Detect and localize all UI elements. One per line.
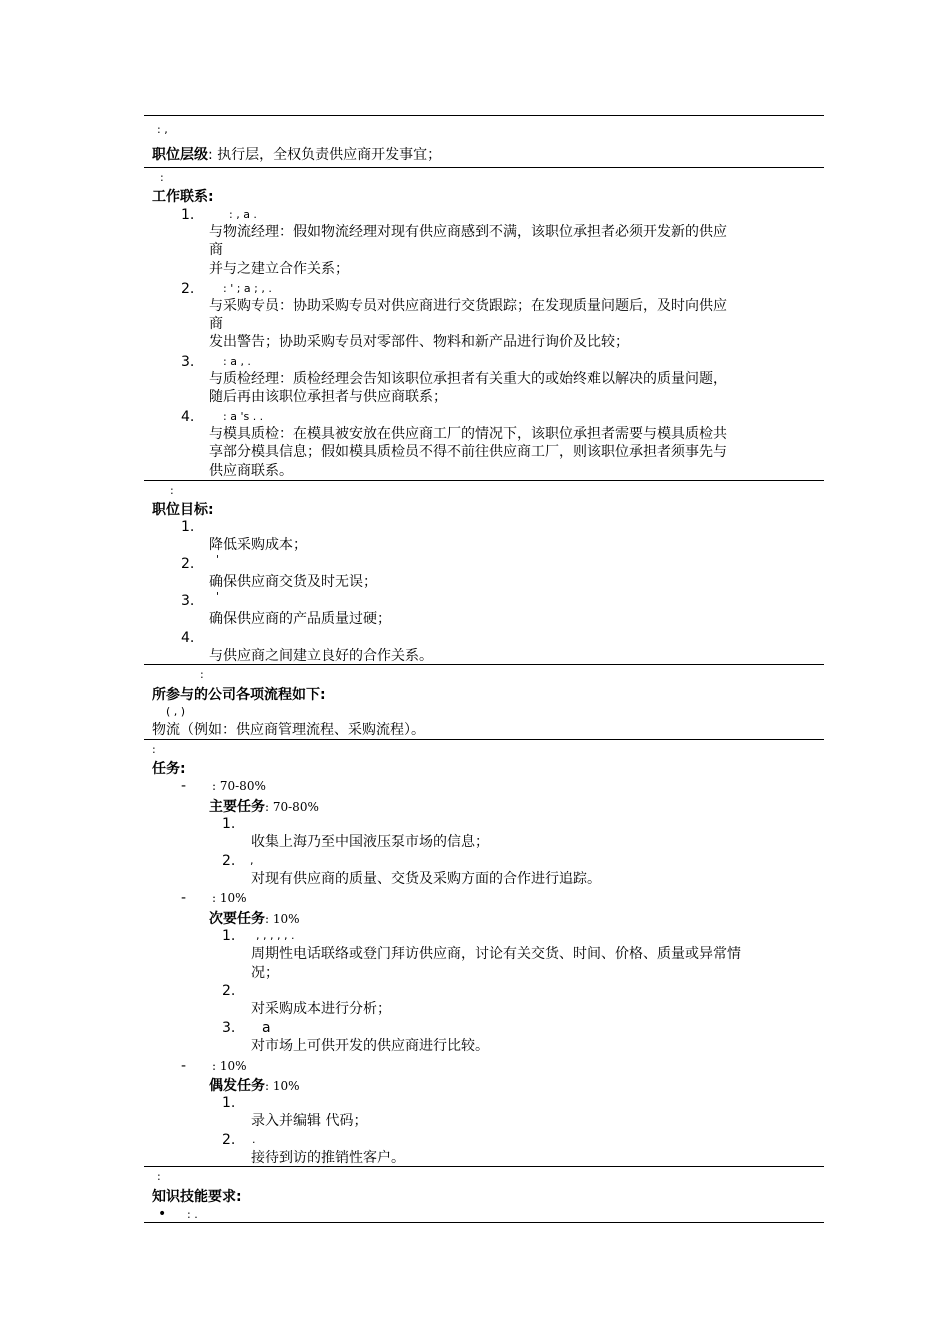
divider <box>144 1222 824 1223</box>
list-item: 与模具质检：在模具被安放在供应商工厂的情况下，该职位承担者需要与模具质检共 <box>209 426 727 442</box>
list-number: 1. <box>222 816 236 832</box>
list-item: 与采购专员：协助采购专员对供应商进行交货跟踪；在发现质量问题后，及时向供应 <box>209 298 727 314</box>
list-item: 确保供应商的产品质量过硬； <box>209 611 391 627</box>
list-item: 商 <box>209 242 223 258</box>
list-item: 随后再由该职位承担者与供应商联系； <box>209 389 447 405</box>
list-item: 对现有供应商的质量、交货及采购方面的合作进行追踪。 <box>251 871 601 887</box>
section-text: : 执行层，全权负责供应商开发事宜； <box>208 147 442 163</box>
skills-heading: 知识技能要求: <box>152 1189 242 1205</box>
list-item: 供应商联系。 <box>209 463 293 479</box>
divider <box>144 115 824 116</box>
list-item: 并与之建立合作关系； <box>209 261 349 277</box>
ghost-text: : <box>152 743 156 756</box>
section-label: 职位层级 <box>152 147 208 163</box>
section-label: 所参与的公司各项流程如下 <box>152 687 320 703</box>
ghost-text: a <box>262 1020 271 1036</box>
list-item: 发出警告；协助采购专员对零部件、物料和新产品进行询价及比较； <box>209 334 629 350</box>
list-number: 3. <box>181 354 195 370</box>
list-item: 录入并编辑 代码； <box>251 1113 368 1129</box>
list-number: 1. <box>222 1095 236 1111</box>
ghost-text: : <box>170 484 174 497</box>
list-item: 商 <box>209 316 223 332</box>
task-group-heading: 偶发任务: 10% <box>209 1078 300 1094</box>
list-number: 3. <box>222 1020 236 1036</box>
task-group-label: 主要任务 <box>209 799 265 815</box>
list-number: 2. <box>181 281 195 297</box>
task-group-label: 偶发任务 <box>209 1078 265 1094</box>
list-number: 2. <box>222 983 236 999</box>
ghost-text: : a , . <box>223 355 251 368</box>
dash-bullet: - <box>181 890 187 906</box>
list-item: 降低采购成本； <box>209 537 307 553</box>
process-text: 物流（例如：供应商管理流程、采购流程）。 <box>152 722 425 738</box>
ghost-text: : <box>200 668 204 681</box>
bullet-icon: • <box>158 1206 167 1222</box>
list-item: 接待到访的推销性客户。 <box>251 1150 405 1166</box>
task-group-heading: 次要任务: 10% <box>209 911 300 927</box>
list-item: 与质检经理：质检经理会告知该职位承担者有关重大的或始终难以解决的质量问题， <box>209 371 727 387</box>
ghost-text: : 70-80% <box>212 779 266 793</box>
section-label: 工作联系 <box>152 189 208 205</box>
tasks-heading: 任务: <box>152 761 186 777</box>
contacts-heading: 工作联系: <box>152 189 214 205</box>
ghost-text: , <box>250 854 254 867</box>
list-item: 对市场上可供开发的供应商进行比较。 <box>251 1038 489 1054</box>
section-label: 任务 <box>152 761 180 777</box>
list-item: 确保供应商交货及时无误； <box>209 574 377 590</box>
dash-bullet: - <box>181 1058 187 1074</box>
ghost-text: : a 's . . <box>223 410 264 423</box>
divider <box>144 1166 824 1167</box>
ghost-text: : <box>157 1170 161 1183</box>
list-number: 4. <box>181 409 195 425</box>
ghost-text: . <box>252 1133 256 1146</box>
list-number: 1. <box>181 519 195 535</box>
list-number: 2. <box>222 853 236 869</box>
ghost-text: ' <box>216 553 220 566</box>
ghost-text: , , , , , . <box>256 929 295 942</box>
list-number: 2. <box>222 1132 236 1148</box>
divider <box>144 480 824 481</box>
ghost-text: : 10% <box>212 891 247 905</box>
ghost-text: : , a . <box>229 208 257 221</box>
divider <box>144 167 824 168</box>
list-item: 况； <box>251 965 279 981</box>
section-label: 职位目标 <box>152 502 208 518</box>
list-number: 1. <box>181 207 195 223</box>
list-item: 与物流经理：假如物流经理对现有供应商感到不满，该职位承担者必须开发新的供应 <box>209 224 727 240</box>
list-number: 3. <box>181 593 195 609</box>
task-group-label: 次要任务 <box>209 911 265 927</box>
section-label: 知识技能要求 <box>152 1189 236 1205</box>
list-item: 与供应商之间建立良好的合作关系。 <box>209 648 433 664</box>
position-level <box>152 144 441 164</box>
task-group-heading: 主要任务: 70-80% <box>209 799 319 815</box>
list-number: 1. <box>222 928 236 944</box>
process-heading: 所参与的公司各项流程如下: <box>152 687 326 703</box>
divider <box>144 739 824 740</box>
list-item: 收集上海乃至中国液压泵市场的信息； <box>251 834 489 850</box>
list-item: 对采购成本进行分析； <box>251 1001 391 1017</box>
list-number: 2. <box>181 556 195 572</box>
goals-heading: 职位目标: <box>152 502 214 518</box>
list-number: 4. <box>181 630 195 646</box>
ghost-text: : . <box>187 1208 198 1221</box>
ghost-text: : , <box>157 123 168 136</box>
ghost-text: : ' ; a ; , . <box>223 282 272 295</box>
list-item: 享部分模具信息；假如模具质检员不得不前往供应商工厂，则该职位承担者须事先与 <box>209 444 727 460</box>
list-item: 周期性电话联络或登门拜访供应商，讨论有关交货、时间、价格、质量或异常情 <box>251 946 741 962</box>
dash-bullet: - <box>181 778 187 794</box>
ghost-text: : <box>160 171 164 184</box>
ghost-text: : 10% <box>212 1059 247 1073</box>
ghost-text: ( , ) <box>166 705 186 718</box>
ghost-text: ' <box>216 590 220 603</box>
